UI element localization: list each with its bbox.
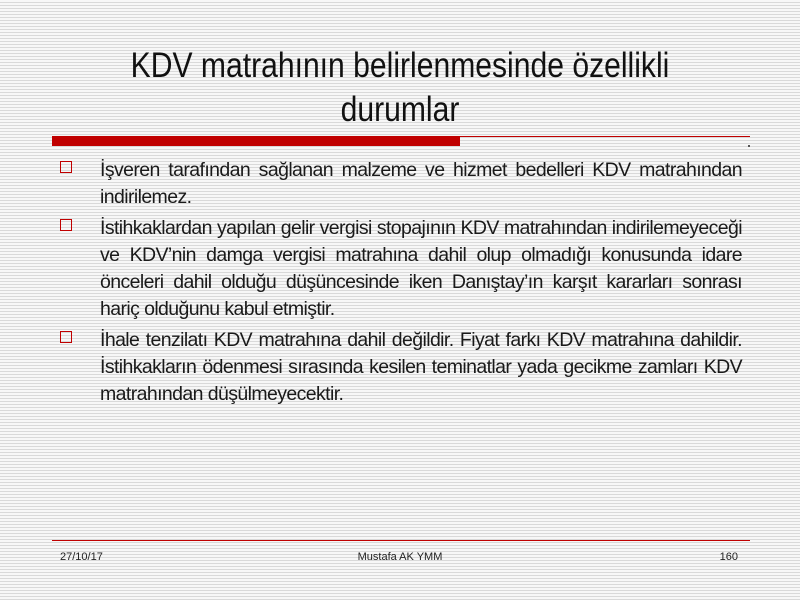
footer-author: Mustafa AK YMM [357, 551, 443, 563]
bullet-text: İşveren tarafından sağlanan malzeme ve hizmet bedelleri KDV matrahından indirilemez. [100, 159, 742, 208]
title-divider-thick [52, 137, 460, 146]
hollow-square-bullet-icon [60, 331, 72, 343]
footer-divider [52, 540, 750, 541]
slide-title-line-2: durumlar [340, 90, 460, 129]
bullet-list [60, 157, 742, 412]
hollow-square-bullet-icon [60, 219, 72, 231]
bullet-text: İhale tenzilatı KDV matrahına dahil değildir. Fiyat farkı KDV matrahına dahildir. İstihkakların ödenmesi sırasında kesilen teminatlar yada gecikme zamları KDV matrahından düşülmeyecektir. [100, 329, 742, 405]
bullet-item [60, 215, 742, 323]
footer-page-number: 160 [719, 551, 738, 563]
title-divider-dot [748, 145, 750, 147]
footer-date: 27/10/17 [60, 551, 103, 563]
bullet-item [60, 327, 742, 408]
bullet-item [60, 157, 742, 211]
slide-title-line-1: KDV matrahının belirlenmesinde özellikli [130, 46, 670, 85]
slide-title [108, 44, 693, 132]
bullet-text: İstihkaklardan yapılan gelir vergisi stopajının KDV matrahından indirilemeyeceği ve KDV’nin damga vergisi matrahına dahil olup olmadığı konusunda idare önceleri dahil olduğu düşüncesinde iken Danıştay’ın karşıt kararları sonrası hariç olduğunu kabul etmiştir. [100, 217, 742, 320]
hollow-square-bullet-icon [60, 161, 72, 173]
